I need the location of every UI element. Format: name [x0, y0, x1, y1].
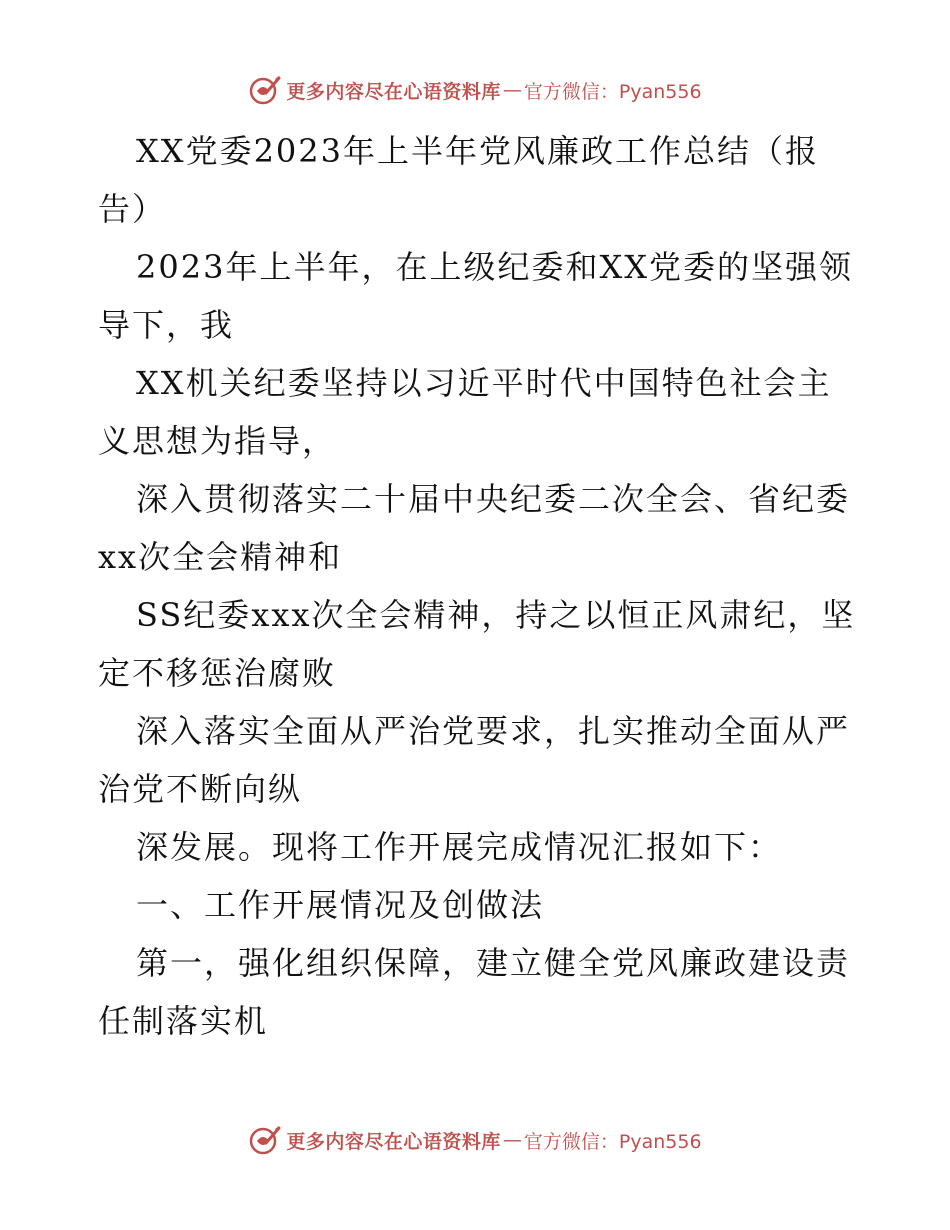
title-line-1: XX党委2023年上半年党风廉政工作总结（报: [136, 132, 820, 170]
paragraph-line: 治党不断向纵: [98, 770, 303, 808]
watermark-contact: 官方微信：Pyan556: [523, 80, 702, 103]
paragraph-line: 2023年上半年，在上级纪委和XX党委的坚强领: [136, 248, 854, 286]
paragraph-line: 导下，我: [98, 306, 235, 344]
watermark-contact: 官方微信：Pyan556: [523, 1130, 702, 1153]
rose-pen-logo-icon: [248, 73, 282, 107]
paragraph-line: 深入贯彻落实二十届中央纪委二次全会、省纪委: [136, 480, 851, 518]
paragraph-line: SS纪委xxx次全会精神，持之以恒正风肃纪，坚: [136, 596, 856, 634]
paragraph-line: XX机关纪委坚持以习近平时代中国特色社会主: [136, 364, 832, 402]
paragraph-line: xx次全会精神和: [98, 538, 343, 576]
paragraph-line: 深入落实全面从严治党要求，扎实推动全面从严: [136, 712, 851, 750]
paragraph-line: 深发展。现将工作开展完成情况汇报如下：: [136, 828, 783, 866]
paragraph-line: 任制落实机: [98, 1002, 269, 1040]
section-heading: 一、工作开展情况及创做法: [136, 886, 545, 924]
paragraph-line: 义思想为指导，: [98, 422, 337, 460]
watermark-dash: —: [502, 1129, 522, 1151]
paragraph-line: 第一，强化组织保障，建立健全党风廉政建设责: [136, 944, 851, 982]
header-watermark: [0, 70, 950, 110]
document-body: [98, 122, 858, 1050]
watermark-brand: 更多内容尽在心语资料库: [286, 1130, 501, 1153]
title-line-2: 告）: [98, 190, 167, 228]
watermark-dash: —: [502, 79, 522, 101]
rose-pen-logo-icon: [248, 1123, 282, 1157]
footer-watermark: [0, 1120, 950, 1160]
paragraph-line: 定不移惩治腐败: [98, 654, 337, 692]
watermark-brand: 更多内容尽在心语资料库: [286, 80, 501, 103]
